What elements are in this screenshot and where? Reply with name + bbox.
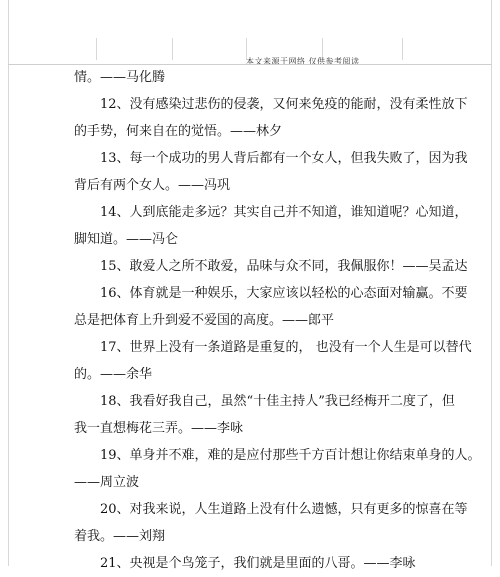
- quote-line: 的手势，何来自在的觉悟。——林夕: [74, 124, 283, 139]
- quote-line: 脚知道。——冯仑: [74, 232, 179, 247]
- quote-line: 15、敢爱人之所不敢爱，品味与众不同，我佩服你！——吴孟达: [100, 259, 468, 274]
- quote-line: 21、央视是个鸟笼子，我们就是里面的八哥。——李咏: [100, 556, 416, 571]
- quote-line: 18、我看好我自己，虽然“十佳主持人”我已经梅开二度了，但: [100, 394, 455, 409]
- quote-line: 我一直想梅花三弄。——李咏: [74, 421, 244, 436]
- header-divider-mark: [402, 38, 403, 60]
- quote-list: [74, 64, 481, 577]
- quote-line: 12、没有感染过悲伤的侵袭，又何来免疫的能耐，没有柔性放下: [100, 97, 468, 112]
- header-divider-mark: [96, 38, 97, 60]
- quote-line: 背后有两个女人。——冯巩: [74, 178, 231, 193]
- quote-line: 14、人到底能走多远？其实自己并不知道，谁知道呢？心知道，: [100, 205, 468, 220]
- header-source-note: 本文来源于网络 仅供参考阅读: [246, 57, 360, 66]
- quote-line: 总是把体育上升到爱不爱国的高度。——郎平: [74, 313, 335, 328]
- quote-line: 19、单身并不难，难的是应付那些千方百计想让你结束单身的人。: [100, 448, 481, 463]
- quote-line: 20、对我来说，人生道路上没有什么遗憾，只有更多的惊喜在等: [100, 502, 468, 517]
- quote-line: 着我。——刘翔: [74, 529, 166, 544]
- header-divider-mark: [172, 38, 173, 60]
- quote-line: 16、体育就是一种娱乐，大家应该以轻松的心态面对输赢。不要: [100, 286, 468, 301]
- quote-line: 17、世界上没有一条道路是重复的， 也没有一个人生是可以替代: [100, 340, 472, 355]
- quote-line: 的。——余华: [74, 367, 153, 382]
- quote-line: 13、每一个成功的男人背后都有一个女人，但我失败了，因为我: [100, 151, 468, 166]
- quote-line: 情。——马化腾: [74, 70, 166, 85]
- quote-line: ——周立波: [74, 475, 140, 490]
